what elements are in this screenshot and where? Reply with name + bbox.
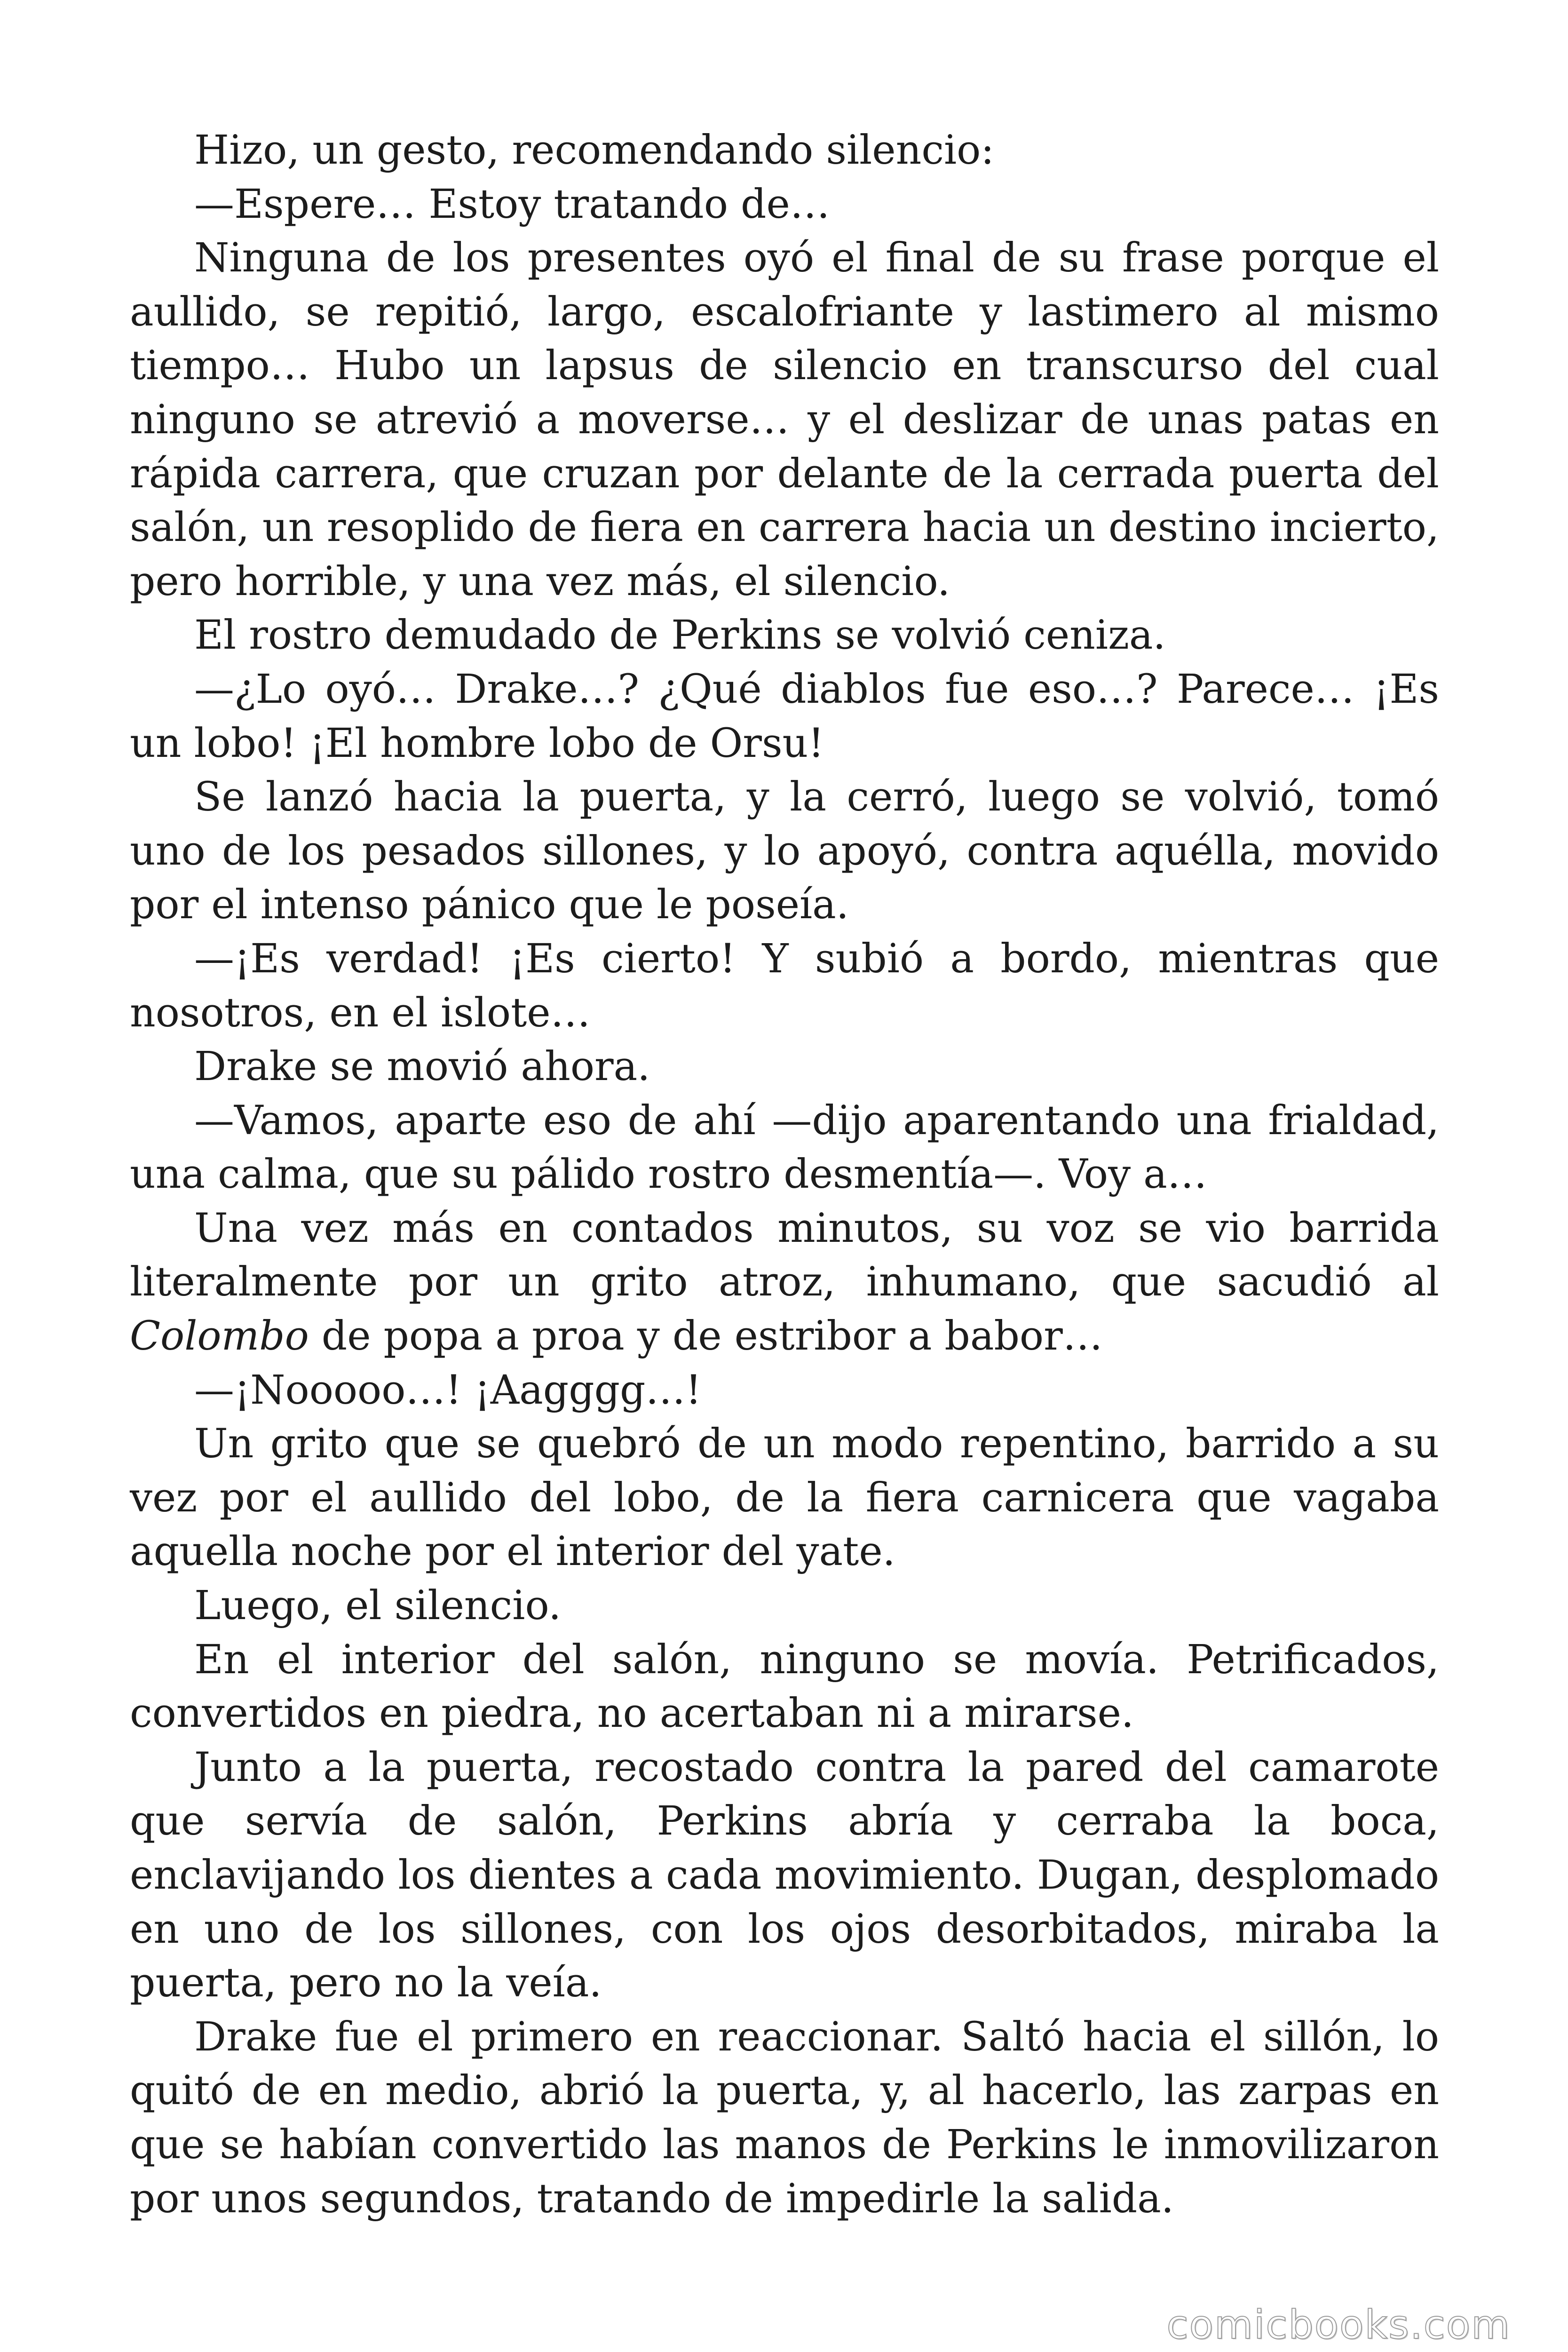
paragraph: En el interior del salón, ninguno se movía. Petrificados, convertidos en piedra, no acertaban ni a mirarse. [130,1636,1439,1737]
watermark: comicbooks.com [1166,2302,1511,2348]
paragraph-text: Una vez más en contados minutos, su voz se vio barrida literalmente por un grito atroz, inhumano, que sacudió al [130,1205,1439,1306]
paragraph: —Vamos, aparte eso de ahí —dijo aparentando una frialdad, una calma, que su pálido rostro desmentía—. Voy a… [130,1097,1439,1198]
paragraph: —Espere… Estoy tratando de… [194,181,830,228]
paragraph: Un grito que se quebró de un modo repentino, barrido a su vez por el aullido del lobo, de la fiera carnicera que vagaba aquella noche por el interior del yate. [130,1421,1439,1575]
ship-name: Colombo [130,1313,309,1360]
paragraph: —¿Lo oyó… Drake…? ¿Qué diablos fue eso…? Parece… ¡Es un lobo! ¡El hombre lobo de Orsu! [130,666,1439,767]
paragraph: Drake fue el primero en reaccionar. Saltó hacia el sillón, lo quitó de en medio, abrió la puerta, y, al hacerlo, las zarpas en que se habían convertido las manos de Perkins le inmovilizaron por unos segundos, tratando de impedirle la salida. [130,2013,1439,2222]
paragraph: Luego, el silencio. [194,1582,562,1629]
paragraph: Se lanzó hacia la puerta, y la cerró, luego se volvió, tomó uno de los pesados sillones, y lo apoyó, contra aquélla, movido por el intenso pánico que le poseía. [130,774,1439,929]
paragraph: —¡Es verdad! ¡Es cierto! Y subió a bordo, mientras que nosotros, en el islote… [130,935,1439,1036]
paragraph: Drake se movió ahora. [194,1043,650,1090]
paragraph [130,1202,1439,1364]
paragraph: Junto a la puerta, recostado contra la pared del camarote que servía de salón, Perkins abría y cerraba la boca, enclavijando los dientes a cada movimiento. Dugan, desplomado en uno de los sillones, con los ojos desorbitados, miraba la puerta, pero no la veía. [130,1744,1439,2007]
paragraph: Ninguna de los presentes oyó el final de su frase porque el aullido, se repitió, largo, escalofriante y lastimero al mismo tiempo… Hubo un lapsus de silencio en transcurso del cual ninguno se atrevió a moverse… y el deslizar de unas patas en rápida carrera, que cruzan por delante de la cerrada puerta del salón, un resoplido de fiera en carrera hacia un destino incierto, pero horrible, y una vez más, el silencio. [130,235,1439,605]
page-body [130,124,1439,2226]
paragraph: Hizo, un gesto, recomendando silencio: [194,127,994,174]
paragraph-text: de popa a proa y de estribor a babor… [309,1313,1103,1360]
paragraph: El rostro demudado de Perkins se volvió ceniza. [194,612,1166,659]
paragraph: —¡Nooooo…! ¡Aagggg…! [194,1367,702,1414]
